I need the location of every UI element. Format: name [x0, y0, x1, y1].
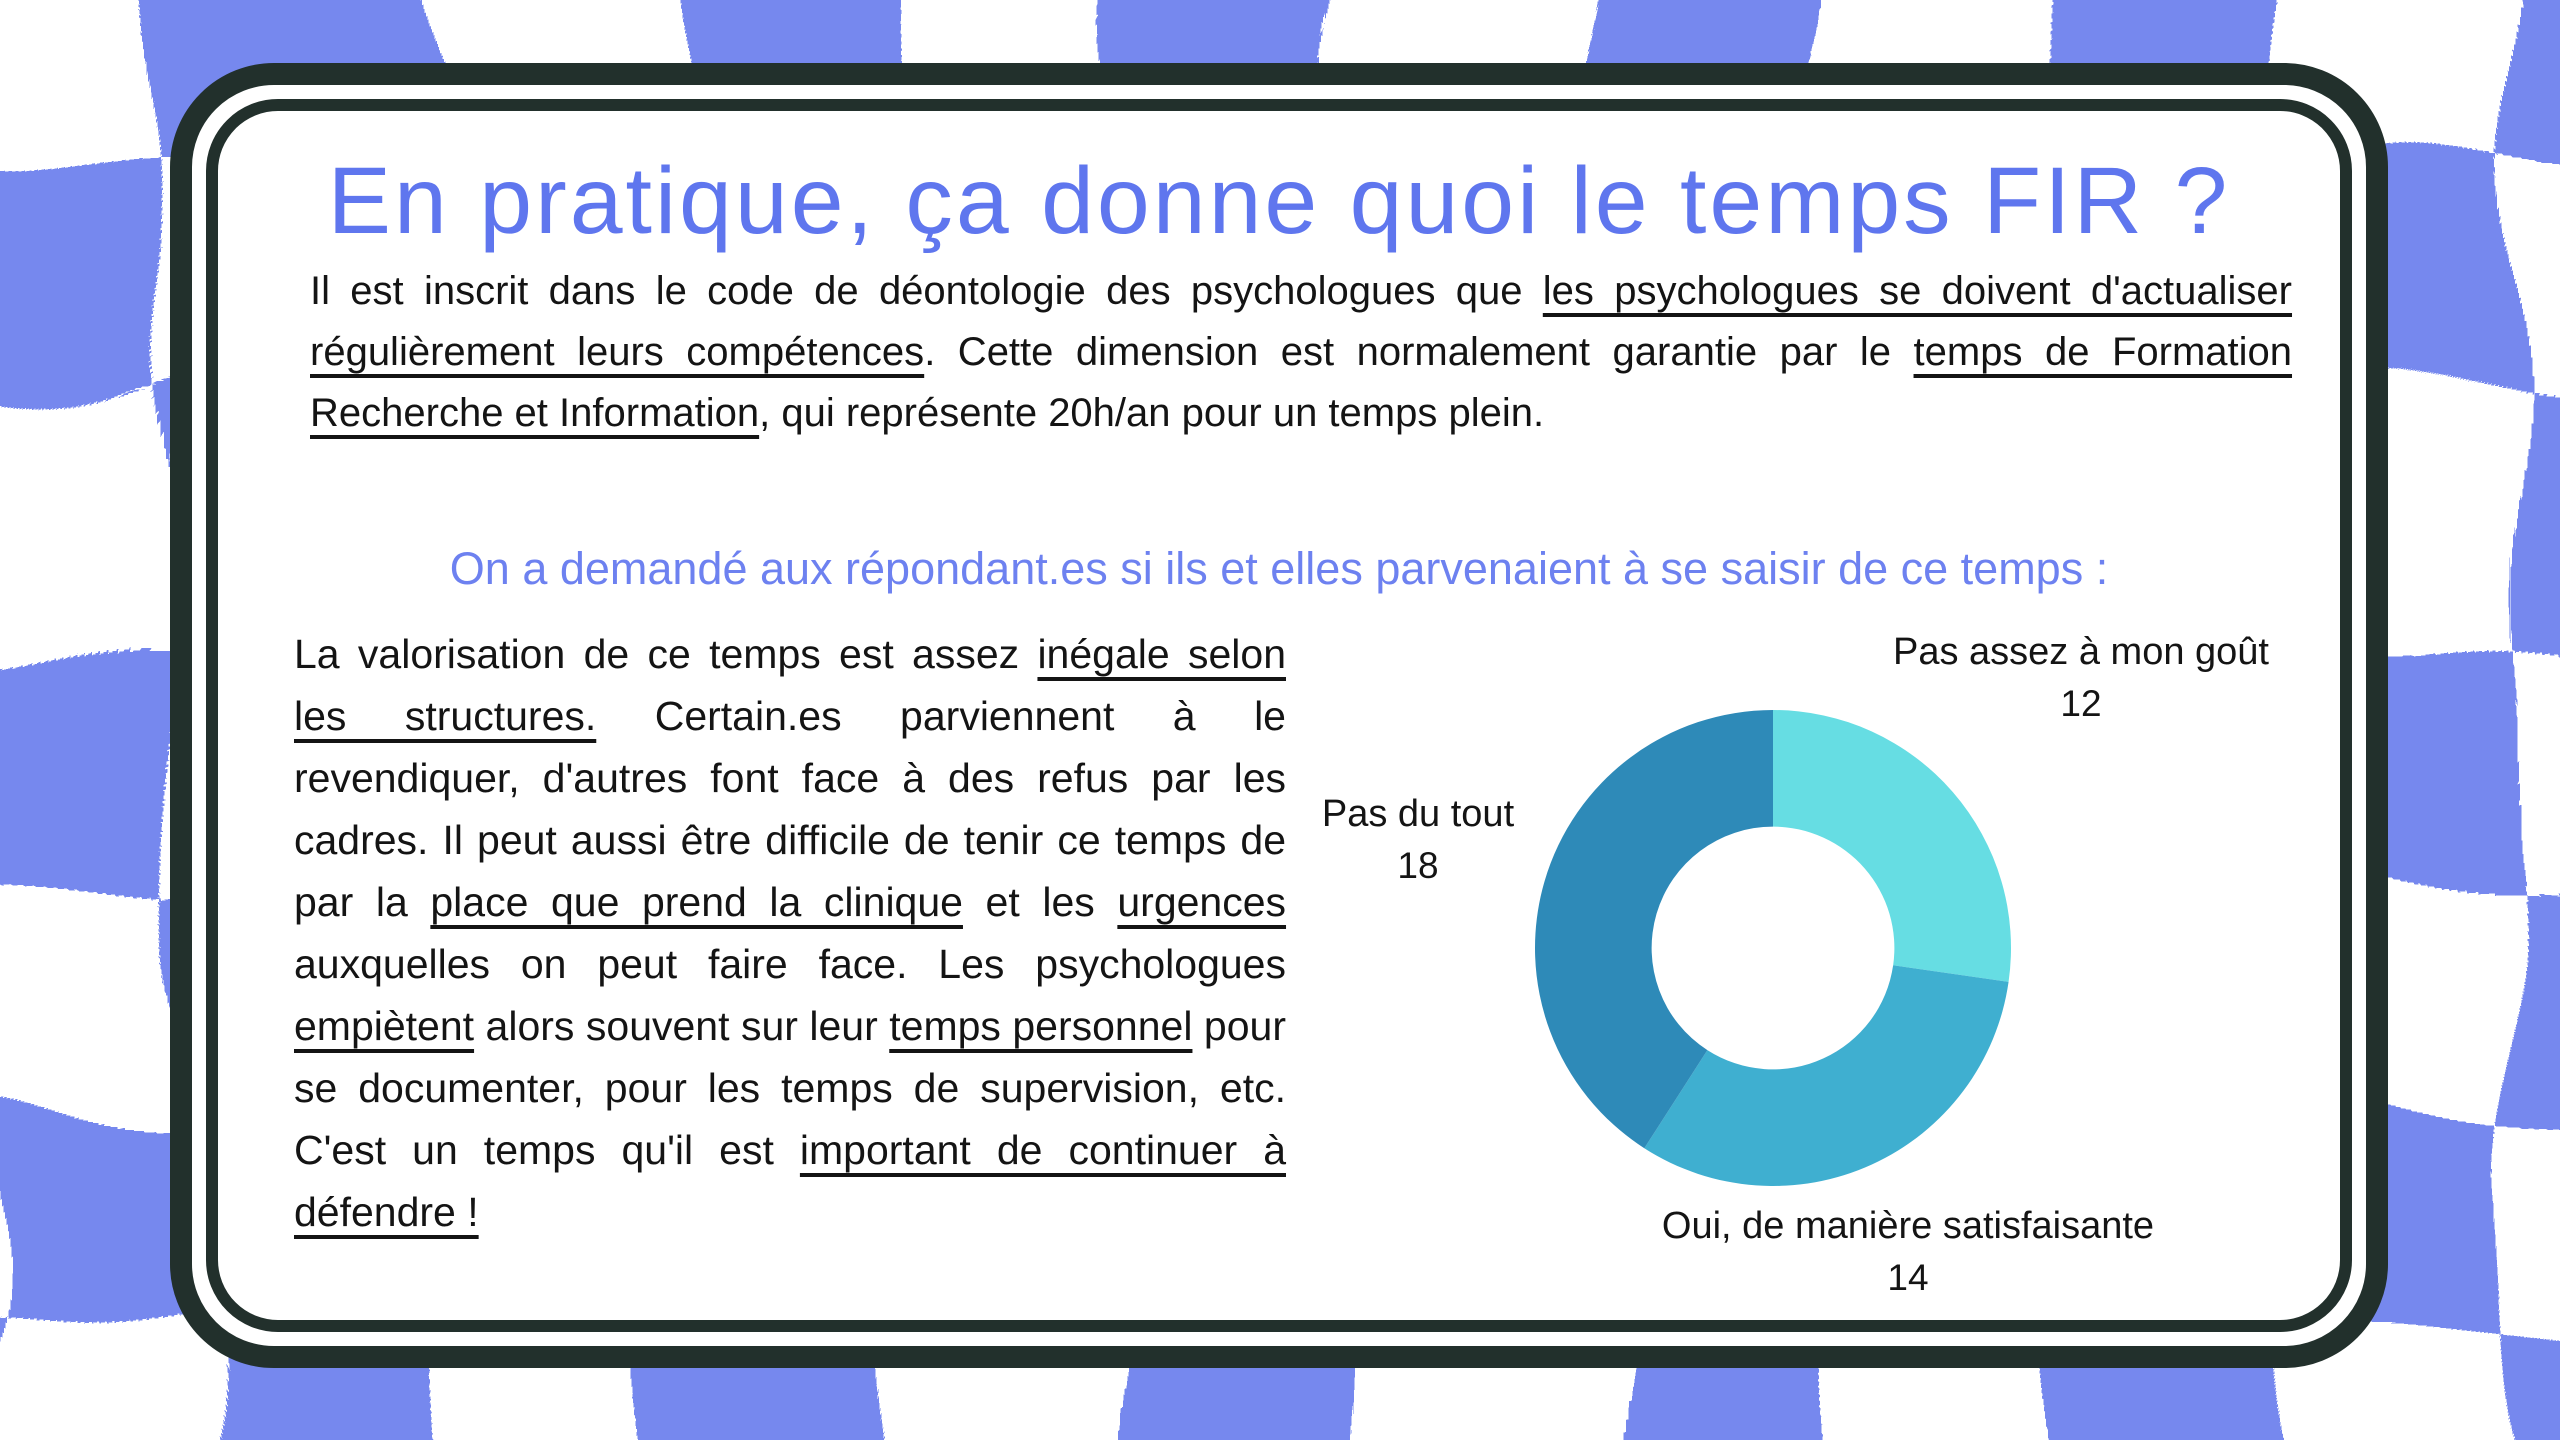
checker-cell [2512, 868, 2560, 1100]
chart-label-pas-du-tout [1258, 787, 1578, 891]
donut-slice-0 [1773, 710, 2011, 982]
checker-cell [2512, 0, 2560, 172]
chart-label-text: Oui, de manière satisfaisante [1661, 1205, 2155, 1247]
checker-cell [0, 1100, 192, 1332]
text-run: . Cette dimension est normalement garantie par le [924, 330, 1914, 374]
text-run: pour se documenter, pour les temps de supervision, etc. C'est un temps qu'il est [294, 1003, 1286, 1173]
underlined-text-run: empiètent [294, 1003, 475, 1049]
underlined-text-run: place que prend la clinique [430, 879, 963, 925]
text-run: La valorisation de ce temps est assez [294, 631, 1038, 677]
donut-chart-svg [1533, 708, 2013, 1188]
text-run: alors souvent sur leur [474, 1003, 890, 1049]
checker-cell [2512, 1332, 2560, 1440]
underlined-text-run: important de continuer à défendre ! [294, 1127, 1286, 1235]
chart-label-value: 18 [1397, 845, 1439, 886]
slide-card [206, 99, 2352, 1332]
chart-label-text: Pas assez à mon goût [1893, 631, 2269, 673]
page-title: En pratique, ça donne quoi le temps FIR ? [327, 148, 2231, 254]
underlined-text-run: inégale selon les structures. [294, 631, 1286, 739]
text-run: auxquelles on peut faire face. Les psychologues [294, 941, 1286, 987]
text-run: Il est inscrit dans le code de déontologie des psychologues que [310, 269, 1543, 313]
underlined-text-run: temps personnel [889, 1003, 1193, 1049]
chart-label-value: 12 [2060, 683, 2102, 724]
text-run: Certain.es parviennent à le revendiquer, d'autres font face à des refus par les cadres. Il peut aussi être difficile de tenir ce temps de par la [294, 693, 1286, 925]
chart-label-value: 14 [1887, 1257, 1929, 1298]
text-run: et les [962, 879, 1118, 925]
underlined-text-run: urgences [1117, 879, 1287, 925]
chart-label-pas-assez [1776, 625, 2386, 729]
body-paragraph [294, 623, 1286, 1243]
slide-card-outer-frame [170, 63, 2388, 1368]
donut-slice-1 [1644, 965, 2008, 1186]
underlined-text-run: temps de Formation Recherche et Information [310, 330, 2293, 435]
checker-cell [2512, 404, 2560, 636]
checker-cell [0, 636, 192, 868]
underlined-text-run: les psychologues se doivent d'actualiser régulièrement leurs compétences [310, 269, 2293, 374]
chart-label-text: Pas du tout [1321, 793, 1515, 835]
text-run: , qui représente 20h/an pour un temps plein. [759, 391, 1545, 435]
section-subtitle: On a demandé aux répondant.es si ils et elles parvenaient à se saisir de ce temps : [449, 543, 2109, 594]
checker-cell [0, 172, 192, 404]
chart-label-oui [1603, 1199, 2213, 1303]
intro-paragraph [310, 261, 2292, 444]
